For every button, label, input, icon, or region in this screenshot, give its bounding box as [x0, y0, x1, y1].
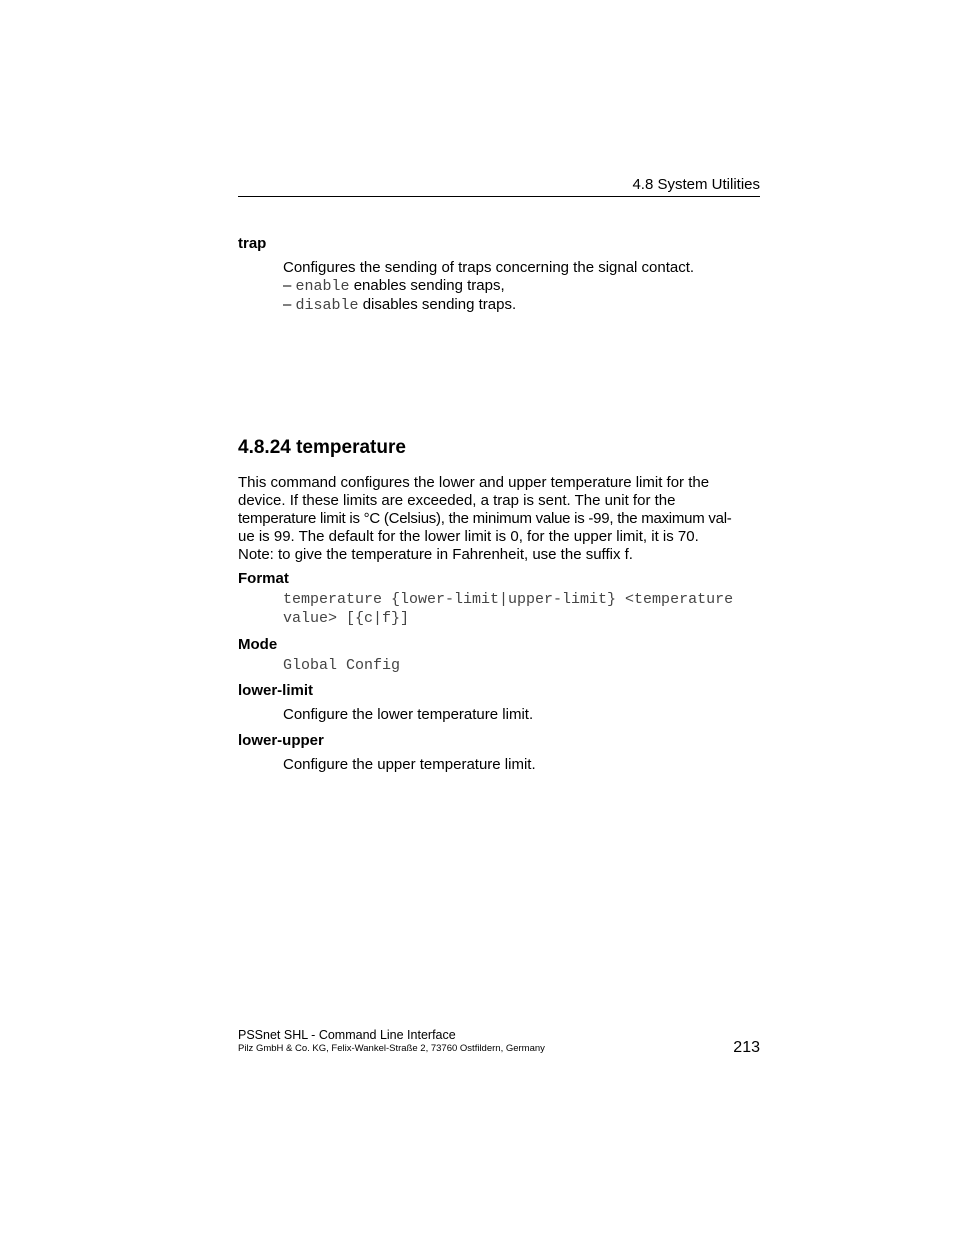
trap-description: Configures the sending of traps concerning the signal contact.	[283, 259, 695, 276]
trap-label: trap	[238, 235, 267, 252]
format-syntax-line: value> [{c|f}]	[283, 610, 410, 627]
page-number: 213	[733, 1039, 760, 1056]
paragraph-line: This command configures the lower and upper temperature limit for the	[238, 474, 710, 491]
section-title: 4.8.24 temperature	[238, 437, 406, 458]
option-code: disable	[295, 297, 359, 314]
option-code: enable	[295, 278, 350, 295]
paragraph-line: Note: to give the temperature in Fahrenheit, use the suffix f.	[238, 546, 633, 563]
paragraph-line: temperature limit is °C (Celsius), the minimum value is -99, the maximum val-	[238, 510, 732, 527]
trap-option-disable	[283, 296, 516, 315]
paragraph-line: ue is 99. The default for the lower limit is 0, for the upper limit, it is 70.	[238, 528, 699, 545]
option-text: disables sending traps.	[358, 296, 517, 313]
option-dash: –	[283, 277, 296, 294]
format-syntax-line: temperature {lower-limit|upper-limit} <temperature	[283, 591, 734, 608]
format-label: Format	[238, 570, 289, 587]
footer-address: Pilz GmbH & Co. KG, Felix-Wankel-Straße 2, 73760 Ostfildern, Germany	[238, 1043, 545, 1054]
mode-label: Mode	[238, 636, 278, 653]
lower-upper-description: Configure the upper temperature limit.	[283, 756, 536, 773]
header-divider	[238, 196, 760, 197]
footer-title: PSSnet SHL - Command Line Interface	[238, 1028, 456, 1042]
lower-limit-description: Configure the lower temperature limit.	[283, 706, 534, 723]
option-dash: –	[283, 296, 296, 313]
section-paragraph	[238, 474, 760, 564]
running-header: 4.8 System Utilities	[632, 176, 760, 193]
lower-upper-label: lower-upper	[238, 732, 324, 749]
mode-value: Global Config	[283, 657, 401, 674]
paragraph-line: device. If these limits are exceeded, a trap is sent. The unit for the	[238, 492, 676, 509]
option-text: enables sending traps,	[349, 277, 505, 294]
trap-option-enable	[283, 277, 505, 296]
lower-limit-label: lower-limit	[238, 682, 314, 699]
